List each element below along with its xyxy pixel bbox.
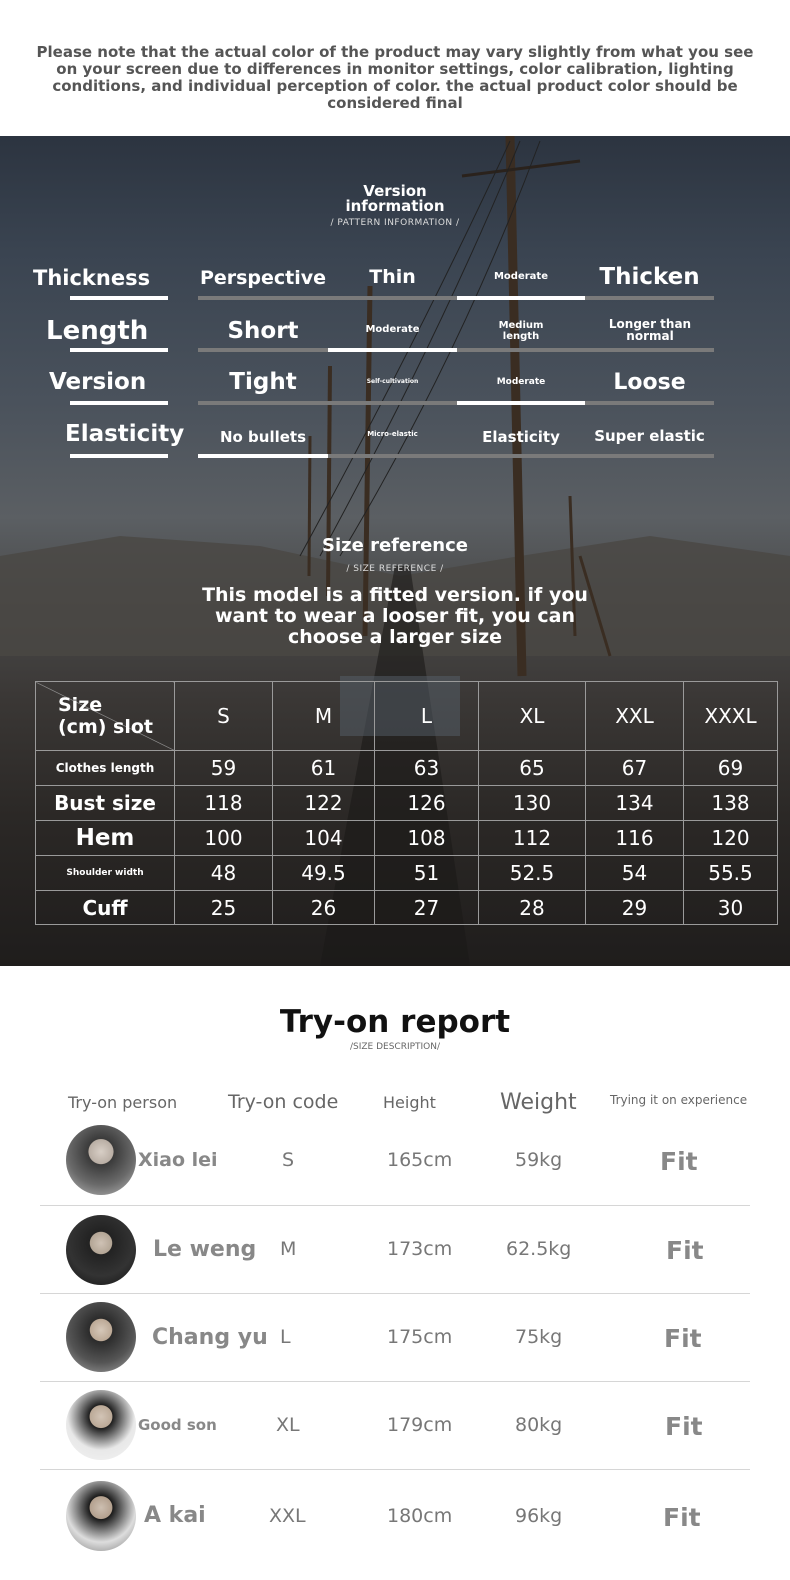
tryon-code: XXL [269,1505,306,1527]
fit-result: Fit [665,1412,703,1441]
thickness-option-perspective: Perspective [199,267,327,289]
fit-version-selected-indicator [457,401,585,405]
cell: 55.5 [684,856,778,891]
fit-result: Fit [664,1324,702,1353]
elasticity-label-underline [70,454,168,458]
fit-version-option-moderate: Moderate [496,377,546,387]
size-header-l: L [375,682,479,751]
cell: 30 [684,891,778,925]
tryon-code: L [280,1326,291,1348]
cell: 52.5 [479,856,586,891]
length-label: Length [46,316,149,346]
size-chart-table [35,681,778,925]
cell: 104 [273,821,375,856]
size-desc-line2: want to wear a looser fit, you can [214,605,576,627]
cell: 51 [375,856,479,891]
person-name: Le weng [153,1237,257,1262]
length-selected-indicator [328,348,457,352]
size-header-xxl: XXL [586,682,684,751]
weight-value: 80kg [515,1414,563,1436]
row-label: Shoulder width [36,856,175,891]
height-value: 175cm [387,1326,453,1348]
height-value: 180cm [387,1505,453,1527]
fit-version-option-loose: Loose [613,370,686,395]
cell: 108 [375,821,479,856]
height-value: 165cm [387,1149,453,1171]
avatar [66,1481,136,1551]
corner-size-label: Size [58,694,103,716]
weight-value: 62.5kg [506,1238,572,1260]
cell: 120 [684,821,778,856]
height-value: 173cm [387,1238,453,1260]
thickness-option-thicken: Thicken [599,264,700,290]
size-row-shoulder-width [36,856,778,891]
version-title-line1: Version [363,182,427,200]
size-row-bust-size [36,786,778,821]
tryon-row [40,1381,750,1470]
cell: 69 [684,751,778,786]
tryon-code: XL [276,1414,300,1436]
elasticity-selected-indicator [198,454,328,458]
size-reference-subtitle: / SIZE REFERENCE / [346,564,444,574]
row-label: Clothes length [36,751,175,786]
fit-result: Fit [663,1503,701,1532]
elasticity-option-micro-elastic: Micro-elastic [367,430,418,438]
tryon-code: S [282,1149,295,1171]
cell: 65 [479,751,586,786]
header-weight: Weight [500,1090,577,1115]
version-title-line2: information [345,197,445,215]
size-header-m: M [273,682,375,751]
fit-version-bar [198,401,714,405]
size-header-xl: XL [479,682,586,751]
cell: 61 [273,751,375,786]
cell: 29 [586,891,684,925]
elasticity-option-super-elastic: Super elastic [594,427,705,445]
size-info-panel [0,136,790,966]
size-row-hem [36,821,778,856]
fit-result: Fit [660,1147,698,1176]
thickness-option-thin: Thin [369,266,416,288]
tryon-row [40,1117,750,1206]
thickness-bar [198,296,714,300]
length-option-moderate: Moderate [365,324,420,335]
cell: 63 [375,751,479,786]
cell: 118 [175,786,273,821]
size-desc-line1: This model is a fitted version. if you [202,584,588,606]
size-table-corner [36,682,175,751]
fit-version-option-self-cultivation: Self-cultivation [366,378,419,385]
header-experience: Trying it on experience [610,1093,748,1107]
size-row-cuff [36,891,778,925]
thickness-label-underline [70,296,168,300]
person-name: Good son [138,1416,217,1434]
size-reference-title: Size reference [322,535,468,556]
cell: 130 [479,786,586,821]
cell: 100 [175,821,273,856]
fit-result: Fit [666,1236,704,1265]
size-desc-line3: choose a larger size [287,626,503,648]
tryon-code: M [280,1238,297,1260]
tryon-row [40,1293,750,1382]
tryon-row [40,1205,750,1294]
length-option-longer-than-normal: Longer than normal [608,317,692,343]
size-header-s: S [175,682,273,751]
thickness-label: Thickness [33,266,151,290]
version-subtitle: / PATTERN INFORMATION / [330,218,460,228]
cell: 25 [175,891,273,925]
person-name: Xiao lei [138,1149,218,1171]
weight-value: 59kg [515,1149,563,1171]
cell: 116 [586,821,684,856]
tryon-row [40,1469,750,1557]
avatar [66,1302,136,1372]
version-title [300,184,490,214]
row-label: Bust size [36,786,175,821]
cell: 27 [375,891,479,925]
person-name: A kai [144,1503,206,1528]
elasticity-label: Elasticity [65,421,185,447]
avatar [66,1125,136,1195]
cell: 48 [175,856,273,891]
size-row-clothes-length [36,751,778,786]
height-value: 179cm [387,1414,453,1436]
fit-version-label-underline [70,401,168,405]
corner-unit-label: (cm) slot [58,716,153,738]
person-name: Chang yu [152,1325,268,1350]
tryon-title: Try-on report [279,1004,511,1040]
fit-version-option-tight: Tight [229,369,297,395]
elasticity-option-no-bullets: No bullets [219,428,307,446]
header-tryon-code: Try-on code [228,1091,339,1113]
size-header-xxxl: XXXL [684,682,778,751]
length-label-underline [70,348,168,352]
cell: 112 [479,821,586,856]
cell: 54 [586,856,684,891]
tryon-subtitle: /SIZE DESCRIPTION/ [349,1042,441,1052]
color-disclaimer: Please note that the actual color of the product may vary slightly from what you see on your screen due to differences in monitor settings, color calibration, lighting conditions, and individual perception of color. the actual product color should be considered final [36,43,754,112]
elasticity-option-elasticity: Elasticity [482,428,560,446]
thickness-selected-indicator [457,296,585,300]
cell: 126 [375,786,479,821]
row-label: Hem [36,821,175,856]
fit-version-label: Version [49,369,147,395]
cell: 59 [175,751,273,786]
header-height: Height [383,1093,436,1112]
weight-value: 75kg [515,1326,563,1348]
cell: 67 [586,751,684,786]
cell: 26 [273,891,375,925]
thickness-option-moderate: Moderate [493,271,548,282]
weight-value: 96kg [515,1505,563,1527]
cell: 134 [586,786,684,821]
cell: 122 [273,786,375,821]
header-tryon-person: Try-on person [68,1093,178,1112]
avatar [66,1215,136,1285]
size-reference-description [145,585,645,648]
cell: 138 [684,786,778,821]
avatar [66,1390,136,1460]
length-option-short: Short [227,318,299,344]
length-option-medium-length: Medium length [498,320,544,342]
cell: 28 [479,891,586,925]
row-label: Cuff [36,891,175,925]
cell: 49.5 [273,856,375,891]
